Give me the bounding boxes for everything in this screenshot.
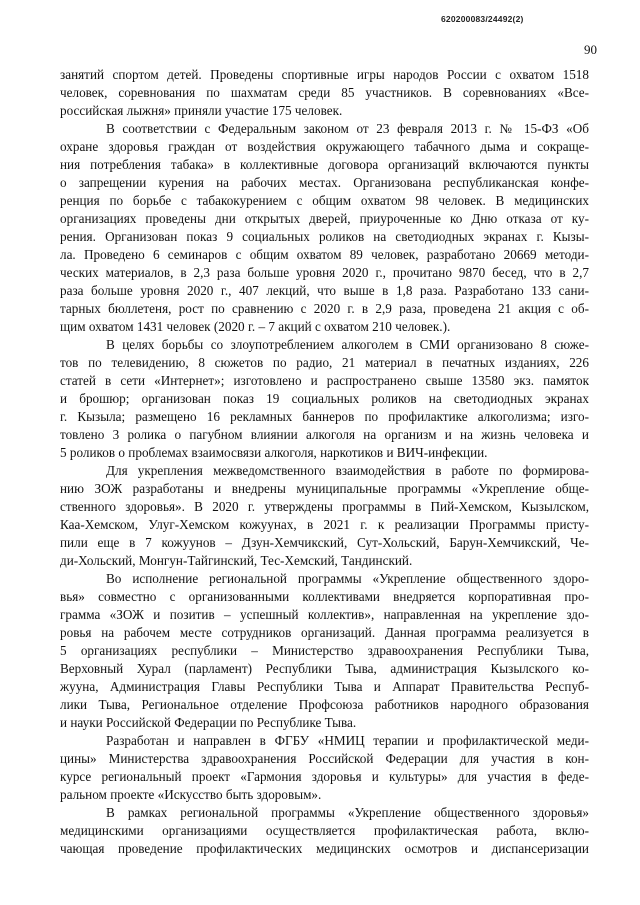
text-line: Для укрепления межведомственного взаимодействия в работе по формирова- (106, 463, 589, 478)
paragraph (60, 732, 589, 804)
text-line: о запрещении курения на рабочих местах. Организована республиканская конфе- (60, 175, 589, 190)
text-line: вья» совместно с организованными коллективами внедряется корпоративная про- (60, 589, 589, 604)
paragraph (60, 66, 589, 120)
paragraph (60, 804, 589, 858)
text-line: грамма «ЗОЖ и позитив – успешный коллектив», направленная на укрепление здо- (60, 607, 589, 622)
text-line: охране здоровья граждан от воздействия окружающего табачного дыма и сокраще- (60, 139, 589, 154)
text-line: ственного здоровья». В 2020 г. утверждены программы в Пий-Хемском, Кызылском, (60, 499, 589, 514)
text-line: Каа-Хемском, Улуг-Хемском кожуунах, в 2021 г. к реализации Программы присту- (60, 517, 589, 532)
text-line: щим охватом 1431 человек (2020 г. – 7 акций с охватом 210 человек.). (60, 319, 451, 334)
paragraph (60, 336, 589, 462)
text-line: 5 роликов о проблемах взаимосвязи алкоголя, наркотиков и ВИЧ-инфекции. (60, 445, 488, 460)
text-line: нию ЗОЖ разработаны и внедрены муниципальные программы «Укрепление обще- (60, 481, 589, 496)
paragraph (60, 120, 589, 336)
text-line: статей в сети «Интернет»; изготовлено и распространено свыше 13580 экз. памяток (60, 373, 589, 388)
text-line: товлено 3 ролика о пагубном влиянии алкоголя на организм и на жизнь человека и (60, 427, 589, 442)
text-line: организациях проведены дни открытых дверей, приуроченные ко Дню отказа от ку- (60, 211, 589, 226)
text-line: и брошюр; организован показ 19 социальных роликов на светодиодных экранах (60, 391, 589, 406)
document-id: 620200083/24492(2) (441, 14, 524, 24)
text-line: занятий спортом детей. Проведены спортивные игры народов России с охватом 1518 (60, 67, 589, 82)
text-line: ральном проекте «Искусство быть здоровым». (60, 787, 322, 802)
text-line: ла. Проведено 6 семинаров с общим охватом 89 человек, разработано 20669 методи- (60, 247, 589, 262)
page-number: 90 (584, 42, 597, 57)
text-line: Во исполнение региональной программы «Укрепление общественного здоро- (106, 571, 589, 586)
text-line: г. Кызыла; размещено 16 рекламных баннеров по профилактике алкоголизма; изго- (60, 409, 589, 424)
text-line: лики Тыва, Региональное отделение Профсоюза работников народного образования (60, 697, 589, 712)
paragraph (60, 462, 589, 570)
paragraph (60, 570, 589, 732)
document-body (60, 66, 589, 858)
text-line: Разработан и направлен в ФГБУ «НМИЦ терапии и профилактической меди- (106, 733, 589, 748)
text-line: медицинскими организациями осуществляется профилактическая работа, вклю- (60, 823, 589, 838)
text-line: ди-Хольский, Монгун-Тайгинский, Тес-Хемский, Тандинский. (60, 553, 413, 568)
text-line: человек, соревнования по шахматам среди 85 участников. В соревнованиях «Все- (60, 85, 589, 100)
text-line: Верховный Хурал (парламент) Республики Тыва, администрация Кызылского ко- (60, 661, 589, 676)
text-line: пили еще в 7 кожуунов – Дзун-Хемчикский, Сут-Хольский, Барун-Хемчикский, Че- (60, 535, 589, 550)
text-line: ровья на рабочем месте сотрудников организаций. Данная программа реализуется в (60, 625, 589, 640)
text-line: 5 организациях республики – Министерство здравоохранения Республики Тыва, (60, 643, 589, 658)
text-line: В соответствии с Федеральным законом от 23 февраля 2013 г. № 15-ФЗ «Об (106, 121, 589, 136)
text-line: В рамках региональной программы «Укрепление общественного здоровья» (106, 805, 589, 820)
text-line: рения. Организован показ 9 социальных роликов на светодиодных экранах г. Кызы- (60, 229, 589, 244)
text-line: российская лыжня» приняли участие 175 человек. (60, 103, 343, 118)
text-line: В целях борьбы со злоупотреблением алкоголем в СМИ организовано 8 сюже- (106, 337, 589, 352)
text-line: ческих материалов, в 2,3 раза больше уровня 2020 г., прочитано 9870 бесед, что в 2,7 (60, 265, 589, 280)
text-line: жууна, Администрация Главы Республики Тыва и Аппарат Правительства Респуб- (60, 679, 589, 694)
text-line: и науки Российской Федерации по Республике Тыва. (60, 715, 357, 730)
text-line: ренция по борьбе с табакокурением с общим охватом 98 человек. В медицинских (60, 193, 589, 208)
text-line: ния потребления табака» в коллективные договора организаций включаются пункты (60, 157, 589, 172)
text-line: курсе региональный проект «Гармония здоровья и культуры» для участия в феде- (60, 769, 589, 784)
text-line: раза больше уровня 2020 г., 407 лекций, что выше в 1,8 раза. Разработано 133 сани- (60, 283, 589, 298)
text-line: чающая проведение профилактических медицинских осмотров и диспансеризации (60, 841, 589, 856)
text-line: тов по телевидению, 8 сюжетов по радио, 21 материал в печатных изданиях, 226 (60, 355, 589, 370)
text-line: цины» Министерства здравоохранения Российской Федерации для участия в кон- (60, 751, 589, 766)
text-line: тарных бюллетеня, рост по сравнению с 2020 г. в 2,9 раза, проведена 21 акция с об- (60, 301, 589, 316)
